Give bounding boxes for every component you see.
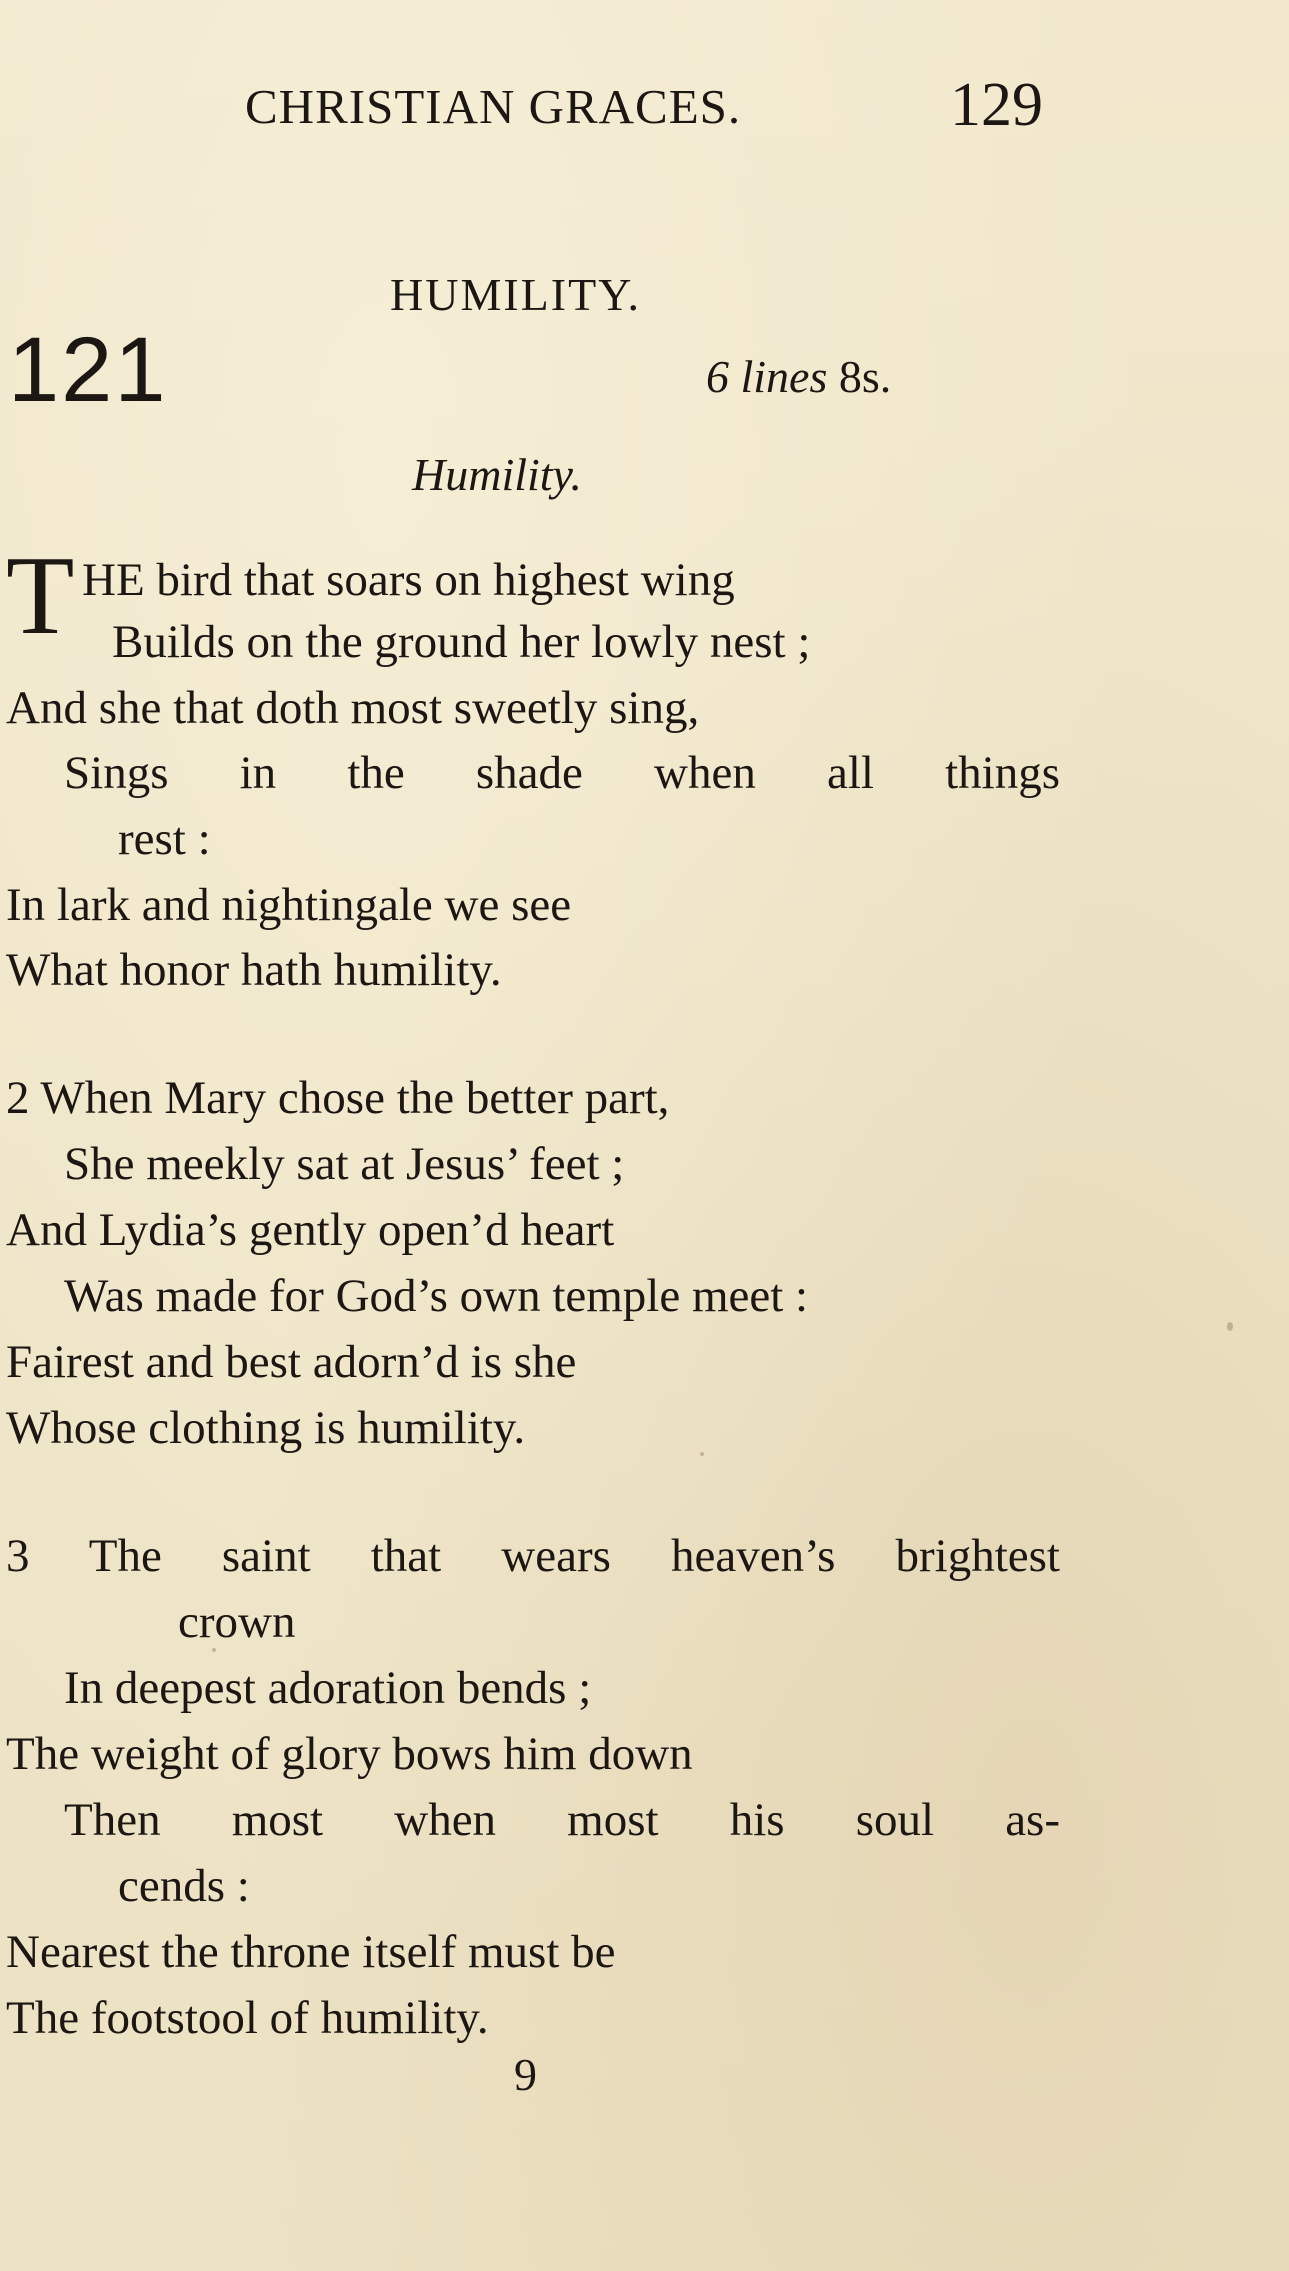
drop-cap: T xyxy=(6,534,75,658)
verse-line: Was made for God’s own temple meet : xyxy=(64,1270,809,1322)
paper-speck xyxy=(212,1648,216,1652)
verse-line: crown xyxy=(178,1596,296,1648)
hymn-meter xyxy=(706,350,891,403)
verse-line: rest : xyxy=(118,813,211,865)
running-header-title: CHRISTIAN GRACES. xyxy=(245,79,742,134)
verse-line: Whose clothing is humility. xyxy=(6,1402,526,1454)
verse-line: HE bird that soars on highest wing xyxy=(82,554,735,606)
signature-mark: 9 xyxy=(514,2049,537,2100)
verse-line: She meekly sat at Jesus’ feet ; xyxy=(64,1138,625,1190)
page-number: 129 xyxy=(950,71,1043,139)
verse-line: Sings in the shade when all things xyxy=(64,747,1060,799)
verse-line: 2 When Mary chose the better part, xyxy=(6,1072,670,1124)
verse-line: In lark and nightingale we see xyxy=(6,879,572,931)
verse-line: The footstool of humility. xyxy=(6,1992,489,2044)
verse-line: Nearest the throne itself must be xyxy=(6,1926,616,1978)
hymn-number: 121 xyxy=(8,319,168,421)
verse-line: And she that doth most sweetly sing, xyxy=(6,682,700,734)
verse-line: Fairest and best adorn’d is she xyxy=(6,1336,577,1388)
verse-line: Builds on the ground her lowly nest ; xyxy=(112,616,811,668)
verse-line: The weight of glory bows him down xyxy=(6,1728,693,1780)
meter-measure: 8s. xyxy=(838,351,892,402)
verse-line: In deepest adoration bends ; xyxy=(64,1662,592,1714)
verse-line: What honor hath humility. xyxy=(6,944,502,996)
verse-line: 3 The saint that wears heaven’s brightest xyxy=(6,1530,1060,1582)
verse-line: And Lydia’s gently open’d heart xyxy=(6,1204,615,1256)
hymn-section-title: HUMILITY. xyxy=(390,269,641,320)
paper-speck xyxy=(700,1452,704,1456)
paper-speck xyxy=(1227,1322,1233,1331)
meter-lines: 6 lines xyxy=(706,351,828,402)
verse-line: cends : xyxy=(118,1860,250,1912)
tune-name: Humility. xyxy=(412,449,582,500)
verse-line: Then most when most his soul as- xyxy=(64,1794,1060,1846)
